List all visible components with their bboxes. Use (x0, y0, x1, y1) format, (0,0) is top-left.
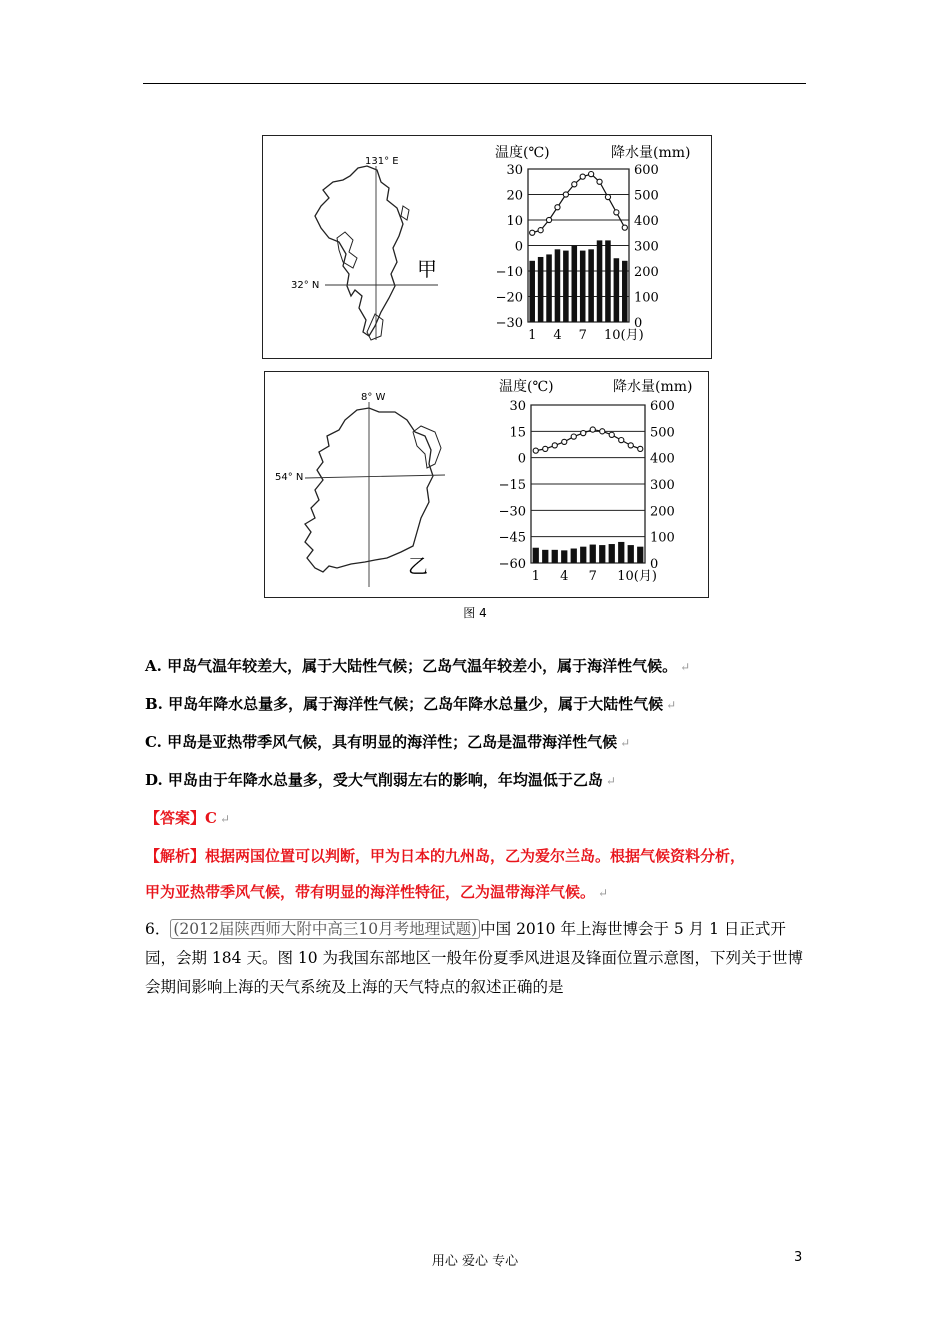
precip-bar (599, 545, 605, 563)
answer-label: 【答案】 (145, 809, 206, 827)
paragraph-mark: ↵ (598, 886, 609, 900)
question-6 (145, 915, 805, 1002)
precip-tick-label: 0 (650, 557, 659, 572)
yi-island-label: 乙 (408, 554, 428, 578)
jia-precip-axis-label: 降水量(mm) (611, 145, 691, 161)
temperature-point (597, 179, 602, 184)
jia-climate-chart (495, 144, 690, 343)
yi-precip-axis-label: 降水量(mm) (613, 379, 693, 395)
temperature-point (546, 217, 551, 222)
yi-svg (265, 372, 708, 597)
analysis-text-1: 根据两国位置可以判断，甲为日本的九州岛，乙为爱尔兰岛。根据气候资料分析， (205, 847, 746, 865)
temperature-point (563, 192, 568, 197)
analysis-line-1 (145, 845, 745, 866)
yi-longitude: 8° W (361, 392, 386, 403)
answer (145, 807, 230, 828)
header-rule (143, 83, 806, 84)
precip-bar (597, 240, 603, 322)
temp-tick-label: 0 (514, 239, 523, 255)
footer-text: 用心 爱心 专心 (431, 1254, 519, 1269)
option-a-text: A. 甲岛气温年较差大，属于大陆性气候；乙岛气温年较差小，属于海洋性气候。 (145, 657, 678, 675)
yi-latitude: 54° N (275, 472, 304, 483)
month-tick-label: 4 (553, 328, 562, 343)
temperature-point (590, 427, 595, 432)
precip-tick-label: 400 (634, 214, 659, 229)
precip-bar (546, 254, 552, 322)
temperature-point (571, 434, 576, 439)
precip-bar (529, 261, 535, 322)
option-c (145, 731, 630, 752)
temperature-point (530, 230, 535, 235)
temperature-point (609, 432, 614, 437)
yi-climate-chart (499, 378, 693, 584)
paragraph-mark: ↵ (605, 774, 616, 788)
month-tick-label: 7 (588, 569, 597, 584)
temperature-point (581, 430, 586, 435)
yi-temp-axis-label: 温度(℃) (499, 379, 554, 395)
temperature-point (638, 446, 643, 451)
precip-bar (572, 246, 578, 323)
precip-bar (538, 257, 544, 322)
month-tick-label: 4 (560, 569, 569, 584)
precip-tick-label: 400 (650, 451, 675, 467)
temperature-point (622, 225, 627, 230)
temp-tick-label: −30 (495, 316, 523, 331)
temp-tick-label: 20 (506, 188, 523, 204)
question-6-number: 6． (145, 920, 171, 938)
option-b (145, 693, 676, 714)
precip-bar (588, 249, 594, 322)
precip-tick-label: 500 (634, 188, 659, 204)
temperature-point (538, 228, 543, 233)
precip-bar (555, 249, 561, 322)
answer-value: C (205, 809, 217, 827)
temp-tick-label: 10 (506, 214, 523, 229)
jia-longitude: 131° E (365, 156, 399, 167)
precip-tick-label: 100 (634, 290, 659, 306)
temperature-point (605, 194, 610, 199)
option-c-text: C. 甲岛是亚热带季风气候，具有明显的海洋性；乙岛是温带海洋性气候 (145, 733, 618, 751)
paragraph-mark: ↵ (219, 812, 231, 826)
temperature-point (533, 448, 538, 453)
precip-tick-label: 500 (650, 425, 675, 441)
option-b-text: B. 甲岛年降水总量多，属于海洋性气候；乙岛年降水总量少，属于大陆性气候 (145, 695, 664, 713)
figure-caption: 图 4 (463, 606, 487, 620)
option-d (145, 769, 616, 790)
temp-tick-label: −20 (495, 290, 523, 306)
temperature-point (619, 438, 624, 443)
paragraph-mark: ↵ (666, 698, 677, 712)
temperature-point (589, 172, 594, 177)
paragraph-mark: ↵ (680, 660, 691, 674)
temperature-point (562, 439, 567, 444)
temperature-point (543, 446, 548, 451)
precip-bar (542, 550, 548, 563)
temp-tick-label: −30 (498, 504, 526, 520)
precip-bar (533, 548, 539, 563)
precip-tick-label: 600 (650, 399, 675, 414)
temperature-point (552, 443, 557, 448)
temperature-point (580, 174, 585, 179)
precip-bar (637, 547, 643, 563)
precip-tick-label: 300 (634, 239, 659, 255)
figure-yi (264, 371, 709, 598)
jia-latitude: 32° N (291, 280, 320, 291)
temp-tick-label: 30 (509, 399, 526, 414)
precip-bar (614, 258, 620, 322)
precip-tick-label: 200 (650, 504, 675, 520)
temperature-point (614, 210, 619, 215)
temperature-point (600, 429, 605, 434)
precip-tick-label: 0 (634, 316, 643, 331)
temp-tick-label: 0 (517, 451, 526, 467)
precip-bar (618, 542, 624, 563)
analysis-label: 【解析】 (145, 847, 206, 865)
precip-bar (563, 251, 569, 322)
precip-bar (605, 240, 611, 322)
month-tick-label: 10(月) (603, 328, 644, 343)
precip-tick-label: 300 (650, 478, 675, 493)
option-a (145, 655, 690, 676)
temperature-line (536, 430, 641, 451)
temp-tick-label: 30 (506, 163, 523, 178)
figure-jia (262, 135, 712, 359)
question-6-source: (2012届陕西师大附中高三10月考地理试题) (170, 919, 480, 939)
precip-bar (580, 251, 586, 322)
temperature-line (532, 174, 625, 233)
precip-bar (628, 545, 634, 563)
temp-tick-label: 15 (509, 425, 526, 441)
precip-bar (609, 544, 615, 563)
question-6-text: 中国 2010 年上海世博会于 5 月 1 日正式开园，会期 184 天。图 10 为我国东部地区一般年份夏季风进退及锋面位置示意图，下列关于世博会期间影响上海的天气系统及上海的天气特点的叙述正确的是 (145, 920, 804, 996)
kyushu-map (315, 166, 438, 340)
precip-bar (571, 549, 577, 563)
precip-bar (552, 550, 558, 563)
precip-bar (561, 550, 567, 563)
analysis-text-2: 甲为亚热带季风气候，带有明显的海洋性特征，乙为温带海洋气候。 (145, 883, 596, 901)
jia-svg (263, 136, 711, 358)
temperature-point (572, 182, 577, 187)
month-tick-label: 1 (531, 569, 540, 584)
precip-bar (622, 261, 628, 322)
temp-tick-label: −45 (498, 530, 526, 546)
month-tick-label: 7 (578, 328, 587, 343)
page-number: 3 (794, 1250, 803, 1265)
precip-tick-label: 600 (634, 163, 659, 178)
temperature-point (555, 205, 560, 210)
paragraph-mark: ↵ (620, 736, 631, 750)
precip-bar (580, 547, 586, 563)
precip-tick-label: 100 (650, 530, 675, 546)
temp-tick-label: −60 (498, 557, 526, 572)
precip-tick-label: 200 (634, 265, 659, 280)
jia-island-label: 甲 (417, 257, 437, 281)
jia-temp-axis-label: 温度(℃) (495, 145, 550, 161)
temp-tick-label: −15 (498, 478, 526, 493)
month-tick-label: 1 (528, 328, 537, 343)
temp-tick-label: −10 (495, 265, 523, 280)
precip-bar (590, 545, 596, 563)
option-d-text: D. 甲岛由于年降水总量多，受大气削弱左右的影响，年均温低于乙岛 (145, 771, 603, 789)
temperature-point (628, 443, 633, 448)
analysis-line-2 (145, 881, 608, 902)
month-tick-label: 10(月) (617, 569, 657, 584)
